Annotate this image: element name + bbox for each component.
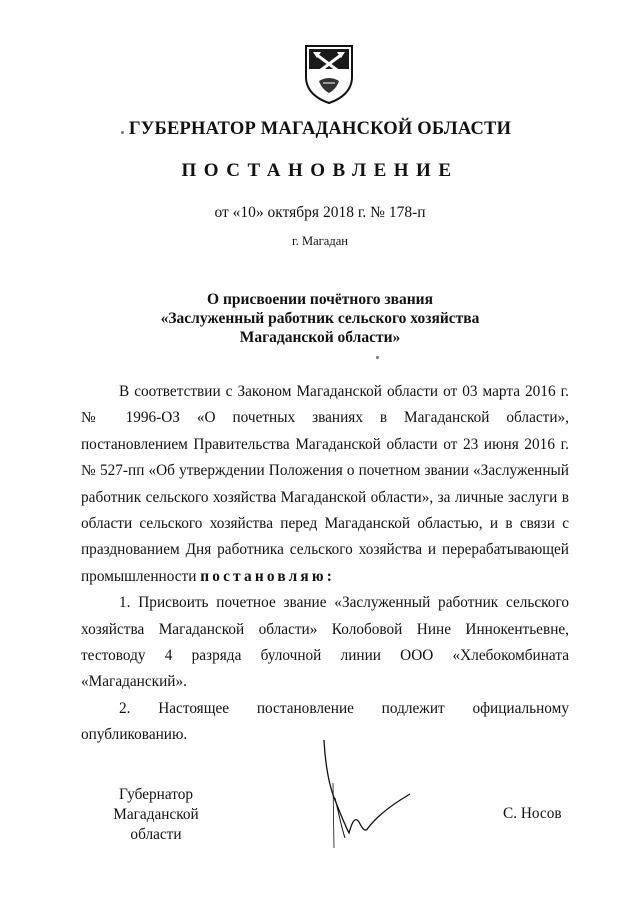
coat-of-arms-emblem xyxy=(303,43,355,105)
document-body xyxy=(81,379,569,749)
handwritten-signature xyxy=(315,738,425,848)
subject-line-1: О присвоении почётного звания xyxy=(207,291,433,308)
scan-speck xyxy=(376,356,379,359)
signatory-title-line-2: Магаданской области xyxy=(113,806,199,843)
subject-line-3: Магаданской области» xyxy=(239,329,401,346)
document-city: г. Магадан xyxy=(292,234,348,248)
issuing-authority: ГУБЕРНАТОР МАГАДАНСКОЙ ОБЛАСТИ xyxy=(128,119,512,139)
scan-speck xyxy=(121,131,124,134)
document-type: ПОСТАНОВЛЕНИЕ xyxy=(181,160,459,181)
signatory-name: С. Носов xyxy=(503,805,562,822)
preamble-text: В соответствии с Законом Магаданской области от 03 марта 2016 г. № 1996-ОЗ «О почетных званиях в Магаданской области», постановлением Правительства Магаданской области от 23 июня 2016 г. № 527-пп «Об утверждении Положения о почетном звании «Заслуженный работник сельского хозяйства Магаданской области», за личные заслуги в области сельского хозяйства перед Магаданской областью, и в связи с празднованием Дня работника сельского хозяйства и перерабатывающей промышленности xyxy=(81,383,569,585)
signatory-title xyxy=(88,785,224,845)
resolution-item-2: 2. Настоящее постановление подлежит официальному опубликованию. xyxy=(81,699,569,744)
signatory-title-line-1: Губернатор xyxy=(118,786,194,803)
document-date-number: от «10» октября 2018 г. № 178-п xyxy=(214,204,426,221)
resolution-item-1: 1. Присвоить почетное звание «Заслуженный работник сельского хозяйства Магаданской области» Колобовой Нине Иннокентьевне, тестоводу 4 разряда булочной линии ООО «Хлебокомбината «Магаданский». xyxy=(81,594,569,691)
subject-line-2: «Заслуженный работник сельского хозяйства xyxy=(160,310,480,327)
decree-keyword: постановляю: xyxy=(200,567,336,585)
preamble-paragraph xyxy=(81,379,569,590)
document-subject xyxy=(0,290,640,347)
